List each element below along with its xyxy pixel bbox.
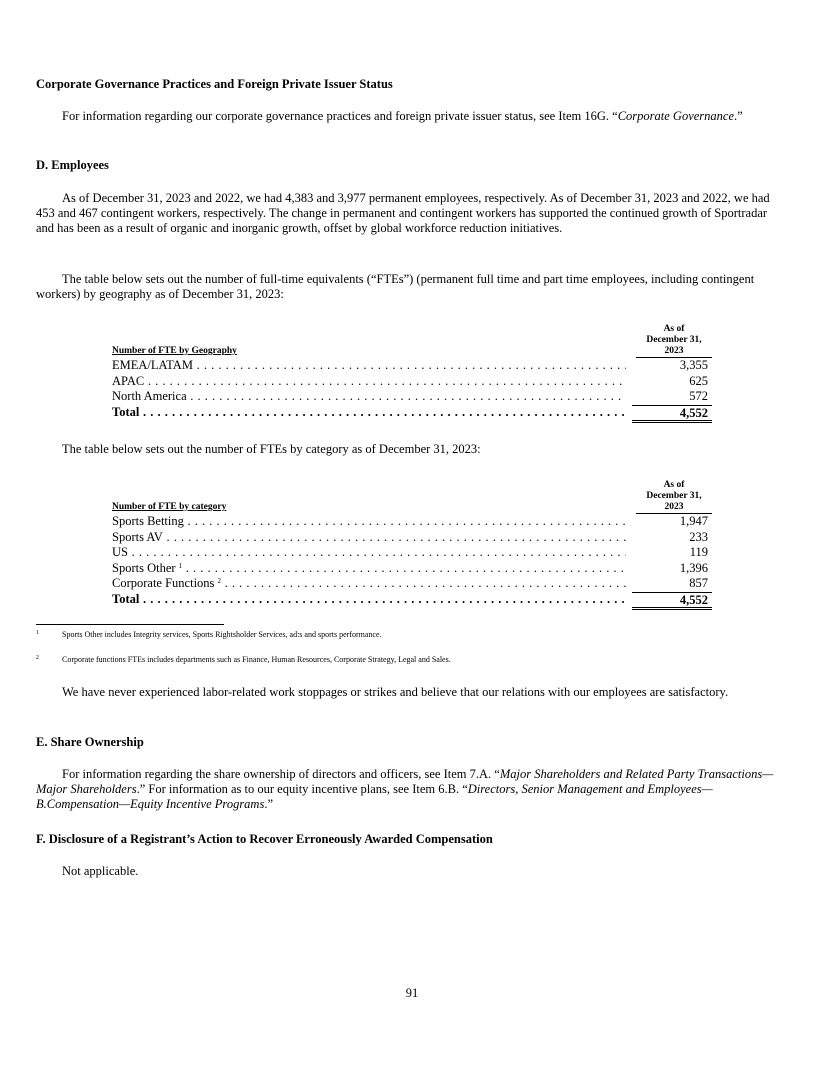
labor-relations-paragraph: We have never experienced labor-related work stoppages or strikes and believe that our relations with our employees are satisfactory.	[62, 685, 729, 699]
employees-paragraph: As of December 31, 2023 and 2022, we had 4,383 and 3,977 permanent employees, respectively. As of December 31, 2023 and 2022, we had 453 and 467 contingent workers, respectively. The change in permanent and contingent workers has supported the continued growth of Sportradar and has been as a result of organic and inorganic growth, offset by global workforce reduction initiatives.	[36, 191, 770, 235]
table-header	[112, 312, 712, 358]
table-row: Sports Other $^1$ . . . 1,396	[112, 561, 712, 577]
table-header	[112, 468, 712, 514]
footnote-ref: 1	[178, 561, 183, 570]
corporate-governance-paragraph: For information regarding our corporate governance practices and foreign private issuer status, see Item 16G. “Corporate Governance.”	[62, 109, 743, 123]
corporate-governance-heading: Corporate Governance Practices and Foreign Private Issuer Status	[36, 77, 393, 91]
fte-geography-table	[112, 312, 712, 420]
employees-heading: D. Employees	[36, 158, 109, 172]
disclosure-heading: F. Disclosure of a Registrant’s Action to Recover Erroneously Awarded Compensation	[36, 832, 493, 846]
table-row: Sports Betting . . . 1,947	[112, 514, 712, 530]
disclosure-paragraph: Not applicable.	[62, 864, 139, 878]
table-label: Number of FTE by category	[112, 502, 227, 512]
column-header: As of December 31, 2023	[636, 324, 712, 358]
geography-table-intro: The table below sets out the number of full-time equivalents (“FTEs”) (permanent full time and part time employees, including contingent workers) by geography as of December 31, 2023:	[36, 272, 755, 301]
table-total-row: Total . . . 4,552	[112, 405, 712, 421]
column-header: As of December 31, 2023	[636, 480, 712, 514]
table-row: Corporate Functions $^2$ . . . 857	[112, 576, 712, 592]
table-row: US . . . 119	[112, 545, 712, 561]
table-row: Sports AV . . . 233	[112, 530, 712, 546]
table-total-row: Total . . . 4,552	[112, 592, 712, 608]
table-row: North America . . . 572	[112, 389, 712, 405]
footnote-divider	[36, 624, 224, 625]
table-label: Number of FTE by Geography	[112, 346, 237, 356]
table-row: EMEA/LATAM . . . 3,355	[112, 358, 712, 374]
share-ownership-heading: E. Share Ownership	[36, 735, 144, 749]
share-ownership-paragraph: For information regarding the share ownership of directors and officers, see Item 7.A. “Major Shareholders and Related Party Transactions—Major Shareholders.” For information as to our equity incentive plans, see Item 6.B. “Directors, Senior Management and Employees—B.Compensation—Equity Incentive Programs.”	[36, 767, 774, 811]
table-row: APAC . . . 625	[112, 374, 712, 390]
page-number: 91	[405, 986, 419, 1000]
fte-category-table	[112, 468, 712, 607]
footnote-ref: 2	[217, 577, 222, 585]
category-table-intro: The table below sets out the number of FTEs by category as of December 31, 2023:	[62, 442, 481, 456]
